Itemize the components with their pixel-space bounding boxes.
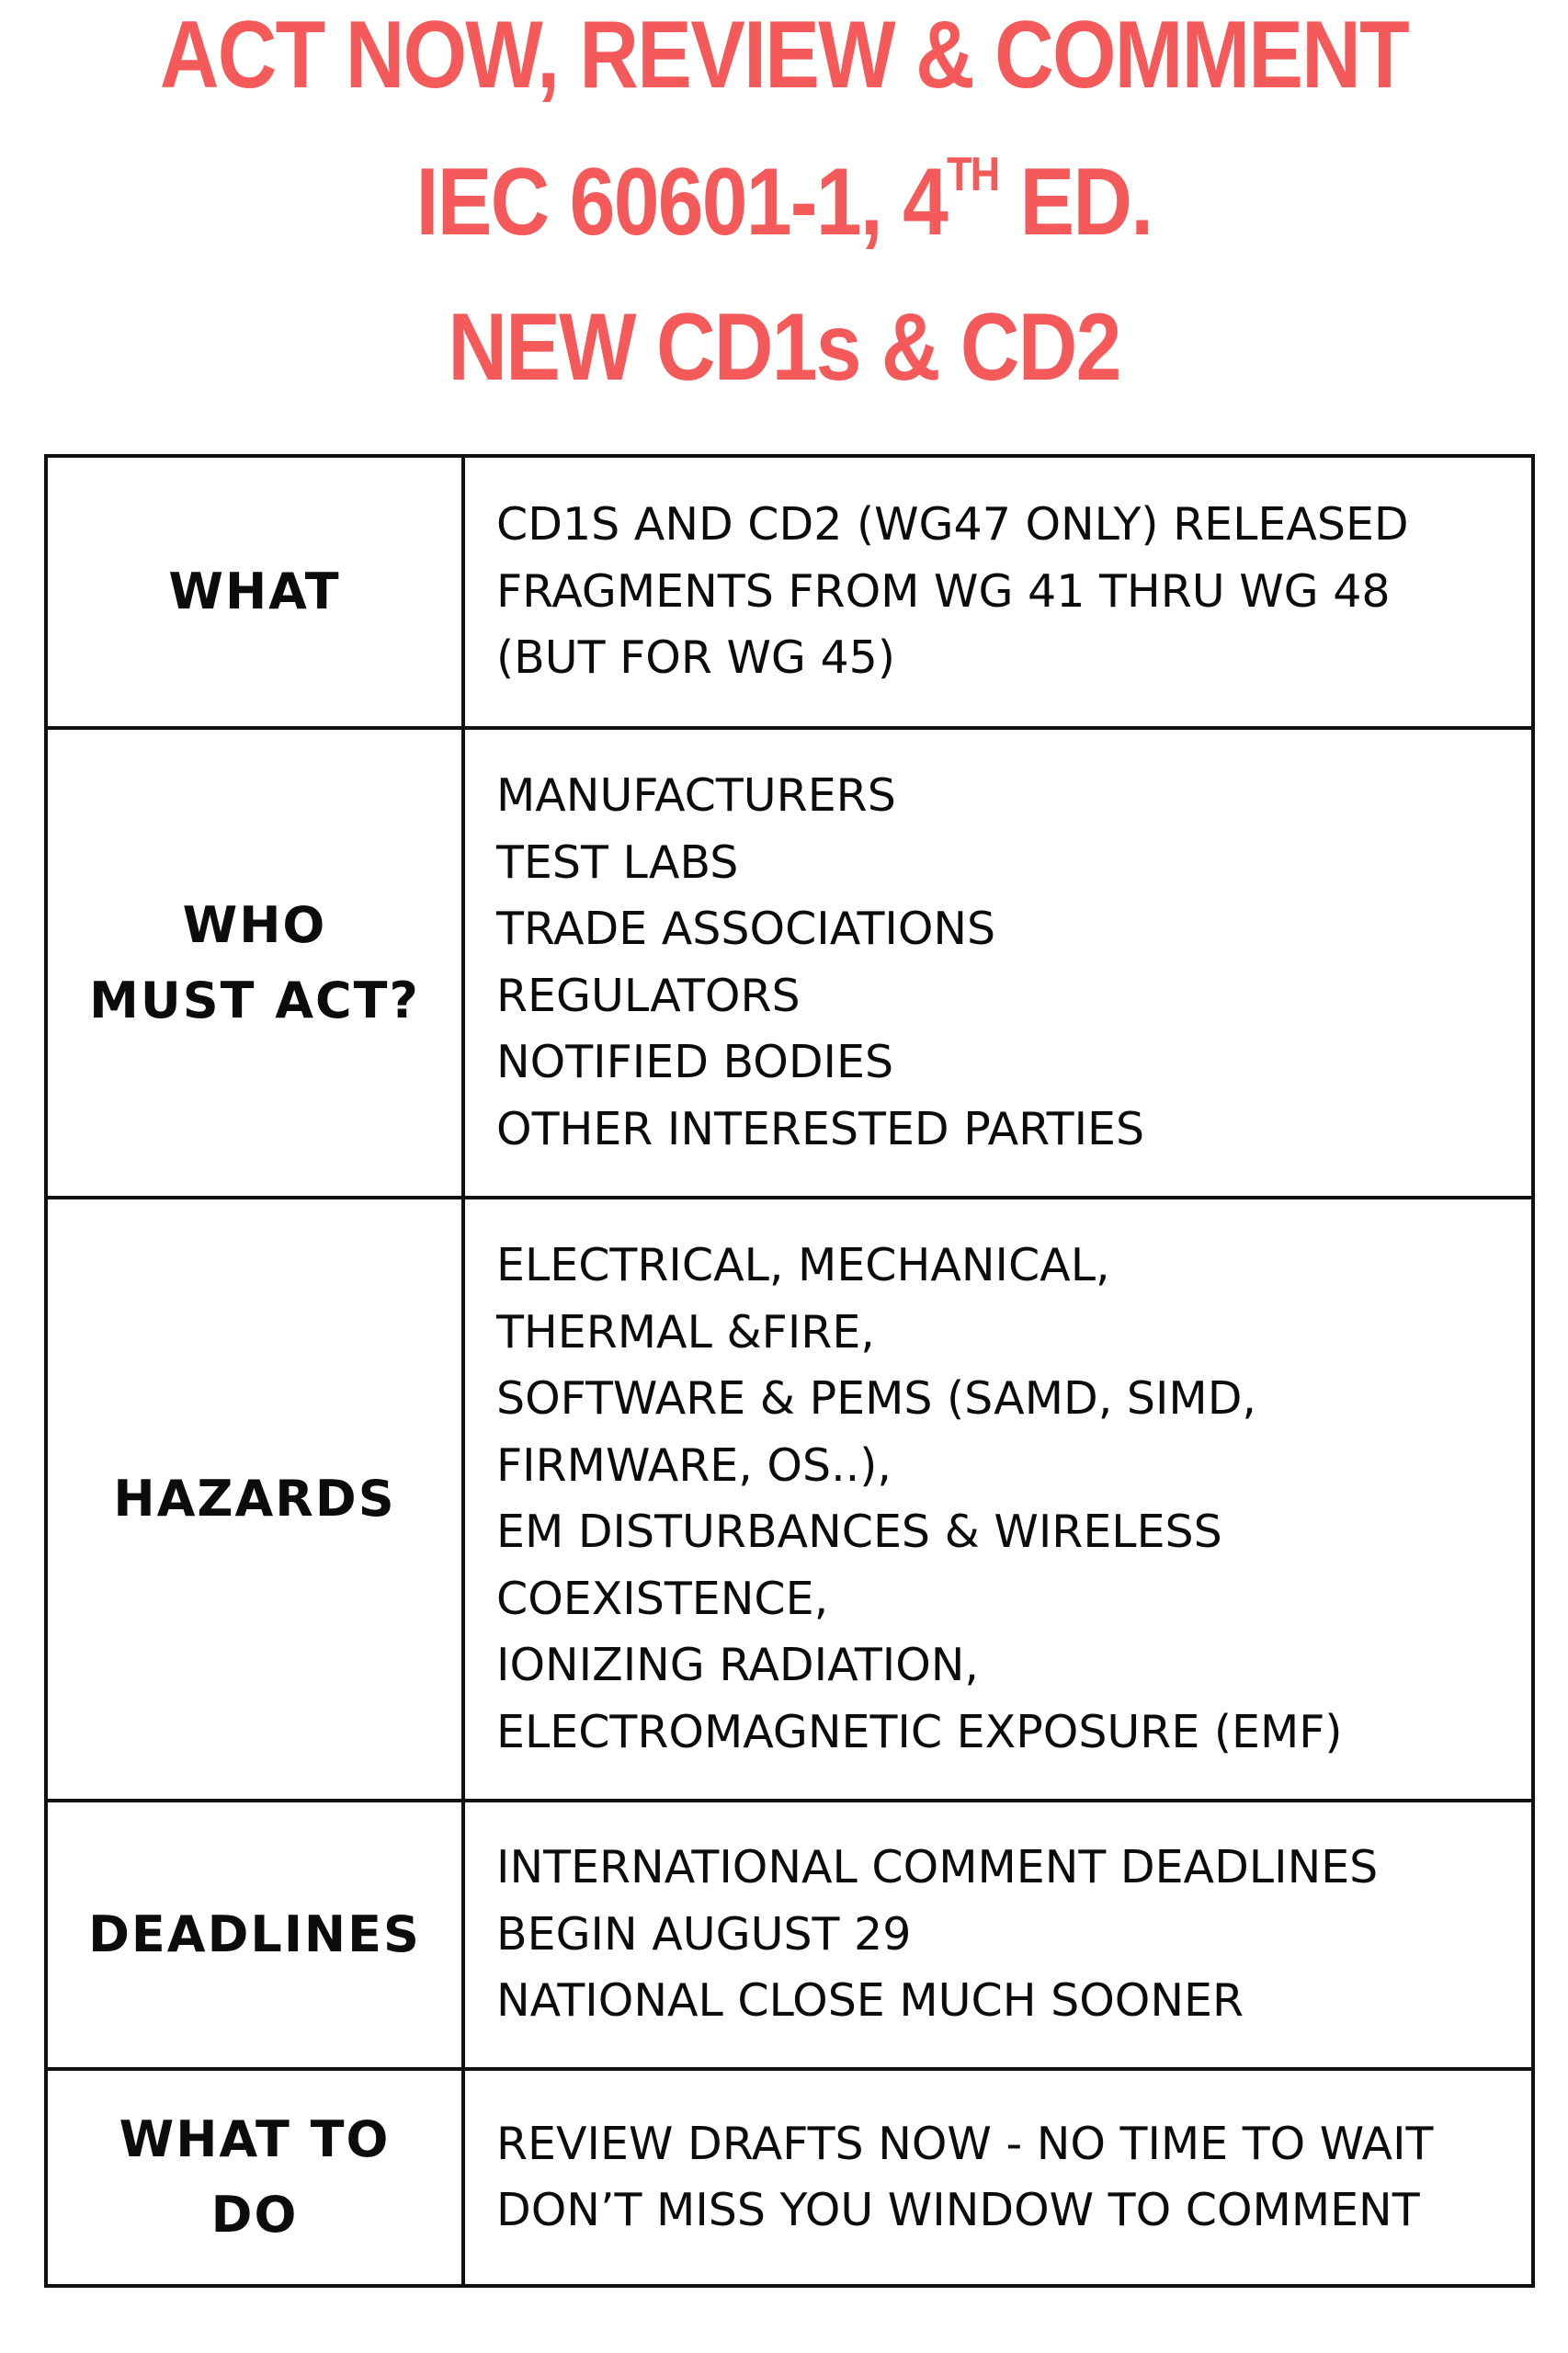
heading-edition-superscript: TH <box>947 148 999 202</box>
content-line: REVIEW DRAFTS NOW - NO TIME TO WAIT <box>496 2117 1434 2170</box>
content-line: DON’T MISS YOU WINDOW TO COMMENT <box>496 2184 1420 2236</box>
content-line: TRADE ASSOCIATIONS <box>496 903 996 955</box>
content-line: ELECTROMAGNETIC EXPOSURE (EMF) <box>496 1705 1343 1758</box>
row-label-line: WHO <box>182 895 327 954</box>
row-label-deadlines <box>46 1801 463 2069</box>
content-line: IONIZING RADIATION, <box>496 1639 980 1691</box>
row-label-line: MUST ACT? <box>89 971 420 1029</box>
content-line: SOFTWARE & PEMS (SAMD, SIMD, <box>496 1372 1256 1425</box>
row-label-hazards <box>46 1198 463 1801</box>
content-line: INTERNATIONAL COMMENT DEADLINES <box>496 1841 1379 1894</box>
content-line: MANUFACTURERS <box>496 769 896 822</box>
content-line: FIRMWARE, OS..), <box>496 1438 892 1492</box>
heading-line-1: ACT NOW, REVIEW & COMMENT <box>159 2 1409 108</box>
content-line: (BUT FOR WG 45) <box>496 631 895 685</box>
row-label-line: WHAT TO <box>119 2110 391 2168</box>
content-line: BEGIN AUGUST 29 <box>496 1907 912 1961</box>
content-line: EM DISTURBANCES & WIRELESS <box>496 1506 1222 1558</box>
row-content-who-must-act <box>463 728 1533 1198</box>
content-line: OTHER INTERESTED PARTIES <box>496 1102 1145 1155</box>
table-row-what <box>46 456 1533 728</box>
info-table <box>44 454 1535 2288</box>
heading-line-3: NEW CD1s & CD2 <box>448 294 1120 401</box>
content-line: NATIONAL CLOSE MUCH SOONER <box>496 1974 1244 2028</box>
table-row-deadlines <box>46 1801 1533 2069</box>
content-line: TEST LABS <box>496 835 739 889</box>
table-row-hazards <box>46 1198 1533 1801</box>
row-label-what <box>46 456 463 728</box>
content-line: REGULATORS <box>496 969 801 1022</box>
table-row-what-to-do <box>46 2069 1533 2286</box>
content-line: NOTIFIED BODIES <box>496 1036 894 1088</box>
content-line: THERMAL &FIRE, <box>496 1305 875 1358</box>
row-label-line: HAZARDS <box>113 1470 396 1528</box>
row-content-what-to-do <box>463 2069 1533 2286</box>
row-label-line: DO <box>210 2186 299 2244</box>
heading-line-2 <box>109 147 1458 257</box>
table-row-who-must-act <box>46 728 1533 1198</box>
content-line: FRAGMENTS FROM WG 41 THRU WG 48 <box>496 564 1391 618</box>
row-label-what-to-do <box>46 2069 463 2286</box>
content-line: COEXISTENCE, <box>496 1572 829 1625</box>
content-line: ELECTRICAL, MECHANICAL, <box>496 1239 1110 1291</box>
content-line: CD1S AND CD2 (WG47 ONLY) RELEASED <box>496 498 1409 551</box>
row-label-who-must-act <box>46 728 463 1198</box>
heading-edition: IEC 60601-1, 4 <box>415 149 948 256</box>
row-label-line: DEADLINES <box>88 1905 421 1963</box>
row-content-deadlines <box>463 1801 1533 2069</box>
heading-edition-suffix: ED. <box>998 149 1153 256</box>
row-content-hazards <box>463 1198 1533 1801</box>
row-content-what <box>463 456 1533 728</box>
row-label-line: WHAT <box>168 563 341 620</box>
